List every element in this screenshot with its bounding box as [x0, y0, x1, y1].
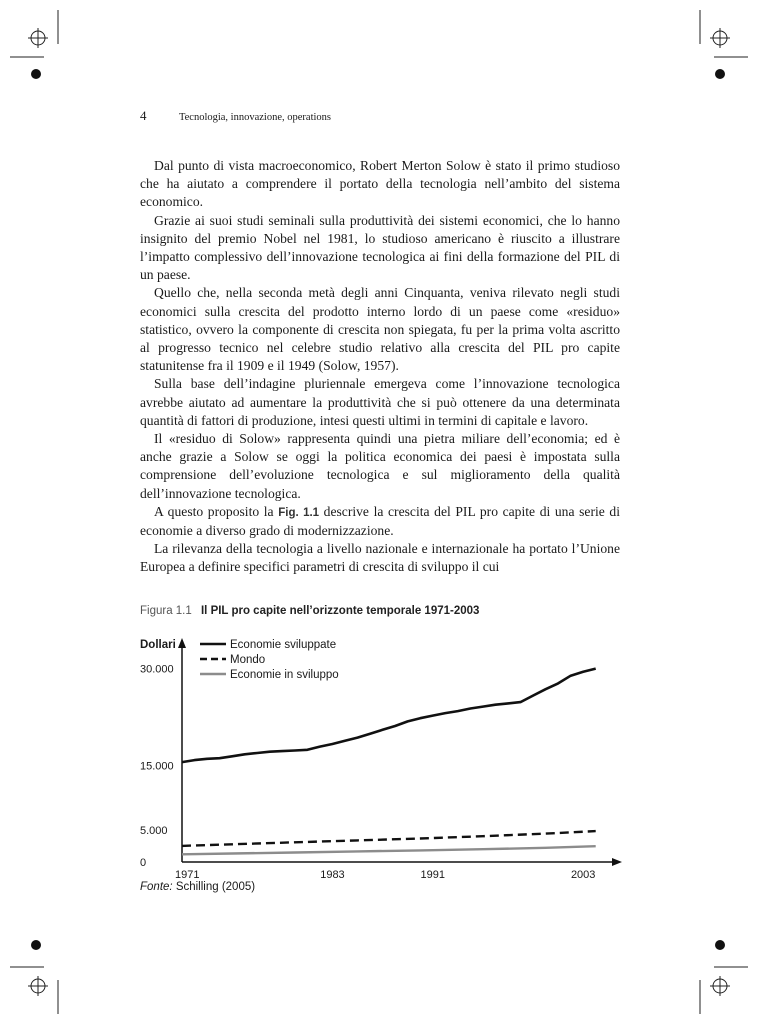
paragraph: Dal punto di vista macroeconomico, Robert Merton Solow è stato il primo studioso che ha aiutato a comprendere il portato della tecnologia nell’ambito del sistema economico. [140, 158, 620, 210]
x-tick-label: 1971 [175, 869, 200, 881]
legend-label: Economie in sviluppo [230, 669, 339, 681]
paragraph: Il «residuo di Solow» rappresenta quindi una pietra miliare dell’economia; ed è anche grazie a Solow se oggi la politica economica dei paesi è impostata sulla comprensione dell’evoluzione tecnologica e sul miglioramento della qualità dell’innovazione tecnologica. [140, 431, 620, 501]
paragraph: Quello che, nella seconda metà degli anni Cinquanta, veniva rilevato negli studi economici sulla crescita del prodotto interno lordo di un paese come «residuo» statistico, ovvero la componente di crescita non spiegata, fu per la prima volta ascritto al progresso tecnico nel celebre studio relativo alla crescita del PIL pro capite statunitense fra il 1909 e il 1949 (Solow, 1957). [140, 285, 620, 374]
page-number: 4 [140, 108, 147, 123]
series-line [182, 846, 596, 854]
figure-title: Il PIL pro capite nell’orizzonte temporale 1971-2003 [200, 605, 480, 617]
paragraph: Grazie ai suoi studi seminali sulla produttività dei sistemi economici, che lo hanno insignito del premio Nobel nel 1981, lo studioso americano è riuscito a illustrare l’impatto complessivo dell’innovazione tecnologica ai fini della formazione del PIL di un paese. [140, 212, 620, 283]
paragraph-text: A questo proposito la [154, 503, 279, 519]
x-tick-label: 2003 [570, 869, 596, 881]
y-tick-label: 0 [140, 857, 147, 869]
x-tick-label: 1983 [320, 869, 345, 881]
y-axis-arrow [178, 638, 186, 648]
source-text: Schilling (2005) [175, 881, 256, 893]
figure-caption [140, 605, 620, 617]
paragraph-text: descrive la crescita del PIL pro capite di una serie di economie a diverso grado di modernizzazione. [140, 503, 620, 539]
figure-source [140, 881, 255, 893]
chart-series [182, 669, 596, 855]
paragraph: La rilevanza della tecnologia a livello nazionale e internazionale ha portato l’Unione Europea a definire specifici parametri di crescita di sviluppo il cui [140, 541, 620, 575]
x-tick-labels [175, 869, 595, 881]
figure-reference-link[interactable]: Fig. 1.1 [278, 506, 320, 519]
chart-legend [200, 639, 339, 681]
y-axis-label: Dollari [140, 639, 176, 651]
y-tick-label: 5.000 [140, 824, 168, 837]
running-header [140, 108, 620, 124]
body-text [140, 157, 620, 577]
gdp-chart [130, 630, 630, 898]
x-axis-arrow [612, 858, 622, 866]
legend-label: Economie sviluppate [230, 639, 337, 651]
paragraph: Sulla base dell’indagine pluriennale emergeva come l’innovazione tecnologica avrebbe aiutato ad aumentare la produttività che si può ottenere da una determinata quantità di fattori di produzione, intesi questi ultimi in termini di capitale e lavoro. [140, 376, 620, 428]
chart-svg [130, 630, 630, 898]
y-tick-labels [140, 664, 174, 869]
series-line [182, 669, 596, 763]
paragraph [140, 503, 620, 540]
x-tick-label: 1991 [420, 869, 445, 881]
series-line [182, 831, 596, 846]
legend-label: Mondo [230, 654, 266, 666]
y-tick-label: 15.000 [140, 760, 174, 773]
y-tick-label: 30.000 [140, 663, 174, 676]
figure-label: Figura 1.1 [140, 605, 192, 617]
source-label: Fonte: [140, 881, 173, 893]
running-title: Tecnologia, innovazione, operations [178, 112, 331, 123]
